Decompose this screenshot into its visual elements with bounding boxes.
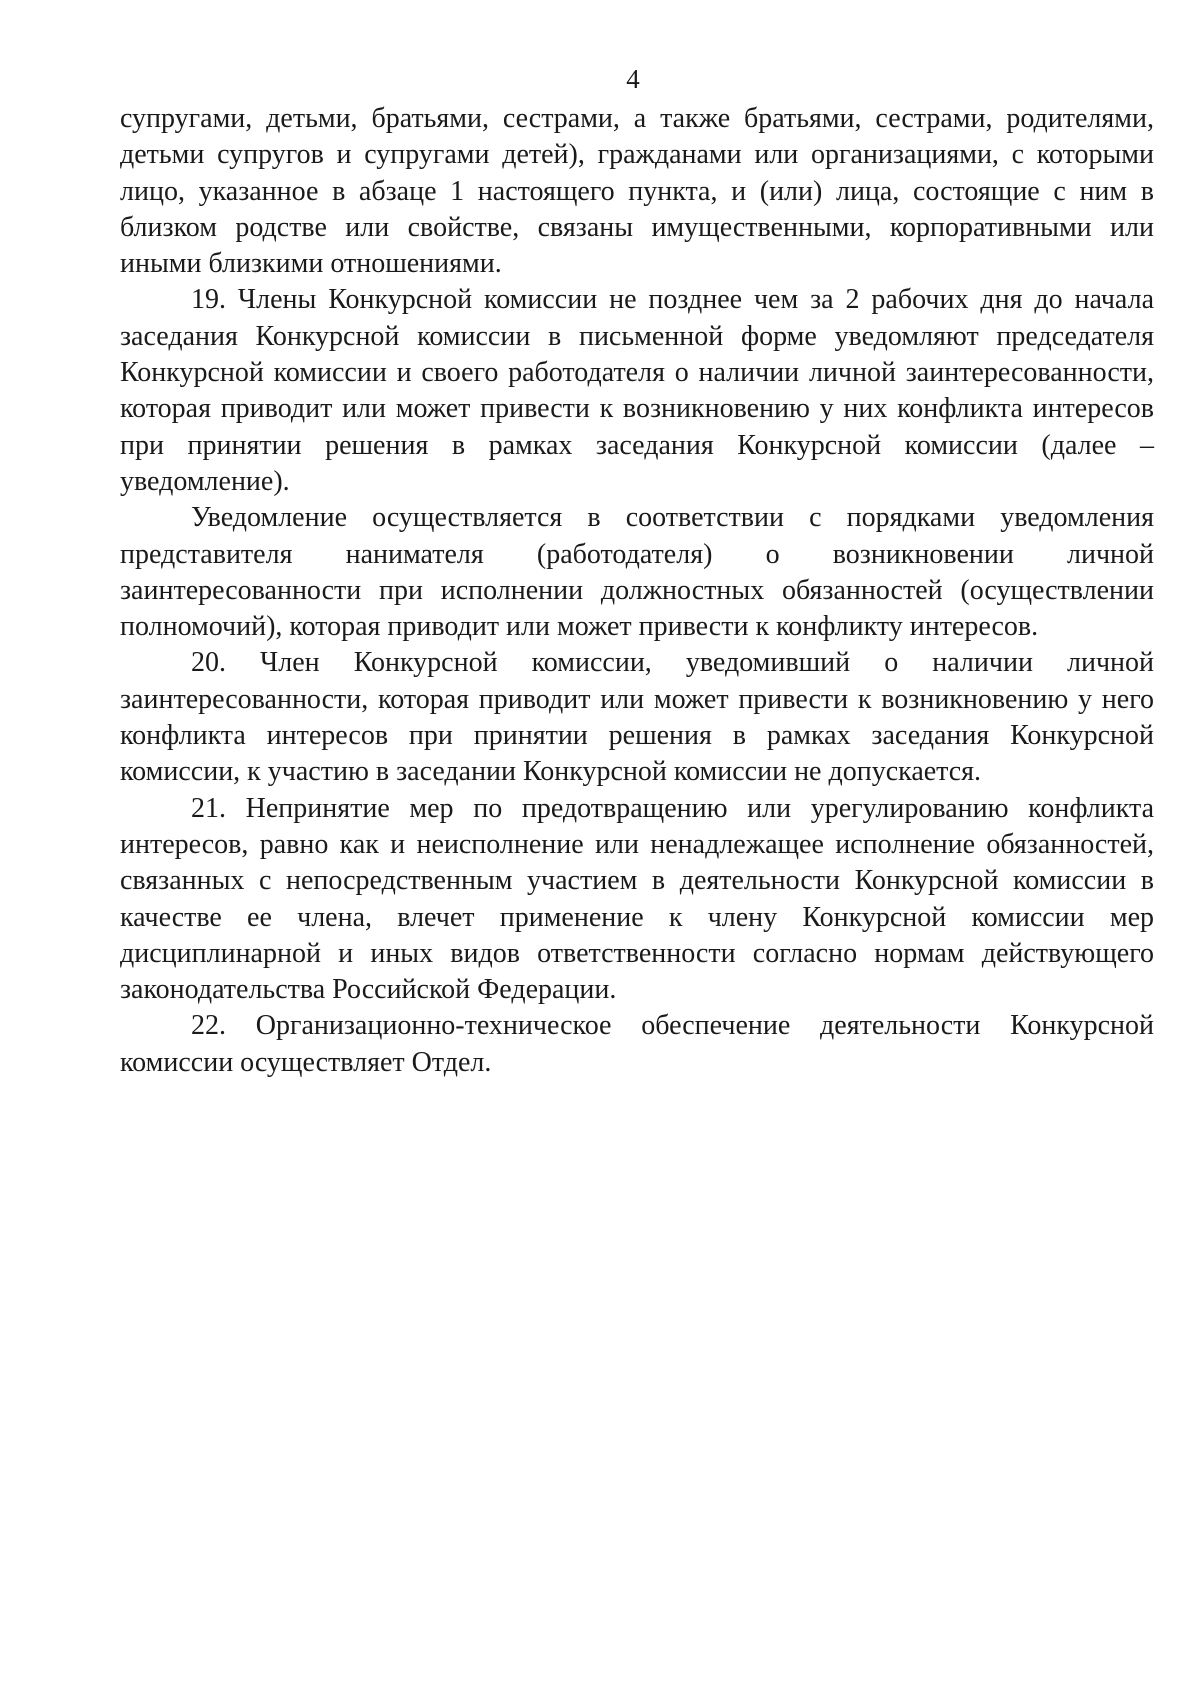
paragraph-notification: Уведомление осуществляется в соответствии с порядками уведомления представителя нанимателя (работодателя) о возникновении личной заинтересованности при исполнении должностных обязанностей (осуществлении полномочий), которая приводит или может привести к конфликту интересов. <box>120 502 1154 643</box>
paragraph-continuation: супругами, детьми, братьями, сестрами, а также братьями, сестрами, родителями, детьми супругов и супругами детей), гражданами или организациями, с которыми лицо, указанное в абзаце 1 настоящего пункта, и (или) лица, состоящие с ним в близком родстве или свойстве, связаны имущественными, корпоративными или иными близкими отношениями. <box>120 103 1154 280</box>
paragraph-19: 19. Члены Конкурсной комиссии не позднее чем за 2 рабочих дня до начала заседания Конкурсной комиссии в письменной форме уведомляют председателя Конкурсной комиссии и своего работодателя о наличии личной заинтересованности, которая приводит или может привести к возникновению у них конфликта интересов при принятии решения в рамках заседания Конкурсной комиссии (далее – уведомление). <box>120 284 1154 497</box>
paragraph-21: 21. Непринятие мер по предотвращению или урегулированию конфликта интересов, равно как и неисполнение или ненадлежащее исполнение обязанностей, связанных с непосредственным участием в деятельности Конкурсной комиссии в качестве ее члена, влечет применение к члену Конкурсной комиссии мер дисциплинарной и иных видов ответственности согласно нормам действующего законодательства Российской Федерации. <box>120 792 1154 1006</box>
page-number: 4 <box>626 64 640 94</box>
paragraph-22: 22. Организационно-техническое обеспечение деятельности Конкурсной комиссии осуществляет Отдел. <box>120 1010 1154 1078</box>
paragraph-20: 20. Член Конкурсной комиссии, уведомивший о наличии личной заинтересованности, которая приводит или может привести к возникновению у него конфликта интересов при принятии решения в рамках заседания Конкурсной комиссии, к участию в заседании Конкурсной комиссии не допускается. <box>120 647 1154 788</box>
document-body <box>120 101 1154 1081</box>
